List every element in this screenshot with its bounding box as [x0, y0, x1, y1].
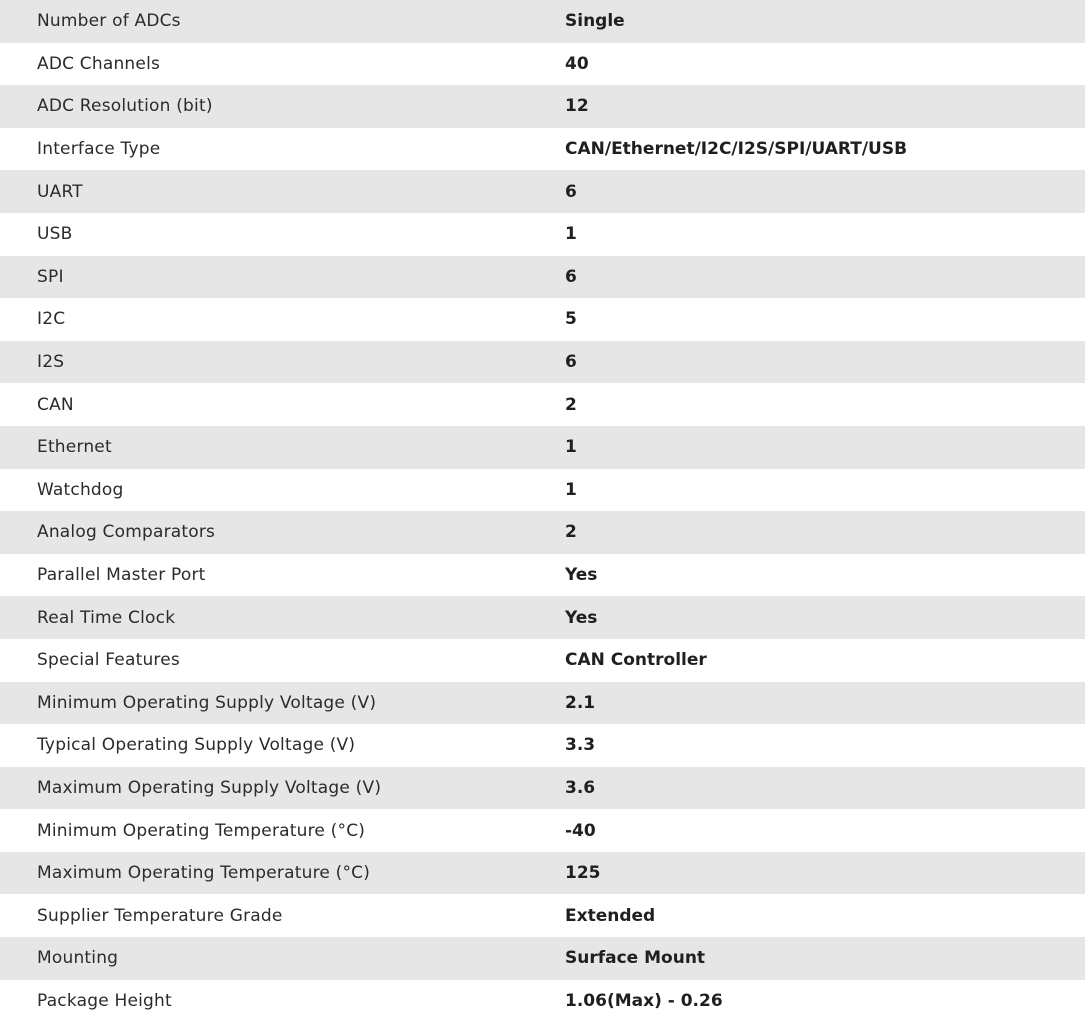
spec-value: Surface Mount — [565, 948, 706, 969]
spec-value: Yes — [565, 607, 598, 628]
spec-row — [0, 426, 1085, 469]
spec-label: Typical Operating Supply Voltage (V) — [37, 735, 356, 756]
spec-label: Mounting — [37, 948, 119, 969]
spec-label: Package Height — [37, 990, 172, 1011]
spec-value: CAN/Ethernet/I2C/I2S/SPI/UART/USB — [565, 139, 908, 160]
spec-value: 1 — [565, 479, 577, 500]
spec-label: I2S — [37, 352, 65, 373]
spec-row — [0, 767, 1085, 810]
spec-value: 125 — [565, 863, 601, 884]
spec-value: 1 — [565, 437, 577, 458]
spec-value: 6 — [565, 266, 577, 287]
spec-label: Real Time Clock — [37, 607, 176, 628]
spec-row — [0, 682, 1085, 725]
spec-row — [0, 596, 1085, 639]
spec-label: Maximum Operating Supply Voltage (V) — [37, 777, 382, 798]
spec-row — [0, 170, 1085, 213]
spec-label: Watchdog — [37, 479, 124, 500]
spec-label: Special Features — [37, 650, 180, 671]
spec-row — [0, 469, 1085, 512]
spec-value: Single — [565, 11, 625, 32]
spec-row — [0, 980, 1085, 1022]
spec-row — [0, 341, 1085, 384]
spec-value: Yes — [565, 565, 598, 586]
spec-label: Parallel Master Port — [37, 565, 206, 586]
spec-row — [0, 639, 1085, 682]
spec-label: Minimum Operating Supply Voltage (V) — [37, 692, 377, 713]
spec-label: SPI — [37, 266, 64, 287]
spec-label: Supplier Temperature Grade — [37, 905, 283, 926]
spec-row — [0, 256, 1085, 299]
spec-row — [0, 43, 1085, 86]
spec-value: 2 — [565, 522, 577, 543]
spec-label: ADC Resolution (bit) — [37, 96, 213, 117]
spec-label: I2C — [37, 309, 66, 330]
spec-row — [0, 0, 1085, 43]
spec-value: 3.3 — [565, 735, 596, 756]
spec-label: UART — [37, 181, 83, 202]
spec-row — [0, 937, 1085, 980]
spec-value: 12 — [565, 96, 589, 117]
spec-value: 40 — [565, 53, 589, 74]
spec-value: CAN Controller — [565, 650, 707, 671]
spec-label: ADC Channels — [37, 53, 161, 74]
spec-label: Analog Comparators — [37, 522, 216, 543]
spec-row — [0, 554, 1085, 597]
spec-value: 1 — [565, 224, 577, 245]
spec-value: 3.6 — [565, 777, 596, 798]
spec-label: Maximum Operating Temperature (°C) — [37, 863, 371, 884]
spec-label: USB — [37, 224, 73, 245]
spec-value: 2 — [565, 394, 577, 415]
spec-label: Interface Type — [37, 139, 161, 160]
spec-value: 6 — [565, 181, 577, 202]
spec-value: 1.06(Max) - 0.26 — [565, 990, 723, 1011]
spec-label: Minimum Operating Temperature (°C) — [37, 820, 366, 841]
spec-row — [0, 511, 1085, 554]
spec-row — [0, 809, 1085, 852]
spec-value: -40 — [565, 820, 596, 841]
spec-label: Number of ADCs — [37, 11, 181, 32]
spec-row — [0, 852, 1085, 895]
spec-row — [0, 298, 1085, 341]
spec-row — [0, 213, 1085, 256]
spec-row — [0, 894, 1085, 937]
spec-value: 5 — [565, 309, 577, 330]
spec-value: 2.1 — [565, 692, 596, 713]
spec-row — [0, 724, 1085, 767]
spec-value: Extended — [565, 905, 656, 926]
spec-row — [0, 85, 1085, 128]
spec-label: Ethernet — [37, 437, 112, 458]
spec-row — [0, 383, 1085, 426]
spec-label: CAN — [37, 394, 74, 415]
spec-value: 6 — [565, 352, 577, 373]
spec-row — [0, 128, 1085, 171]
